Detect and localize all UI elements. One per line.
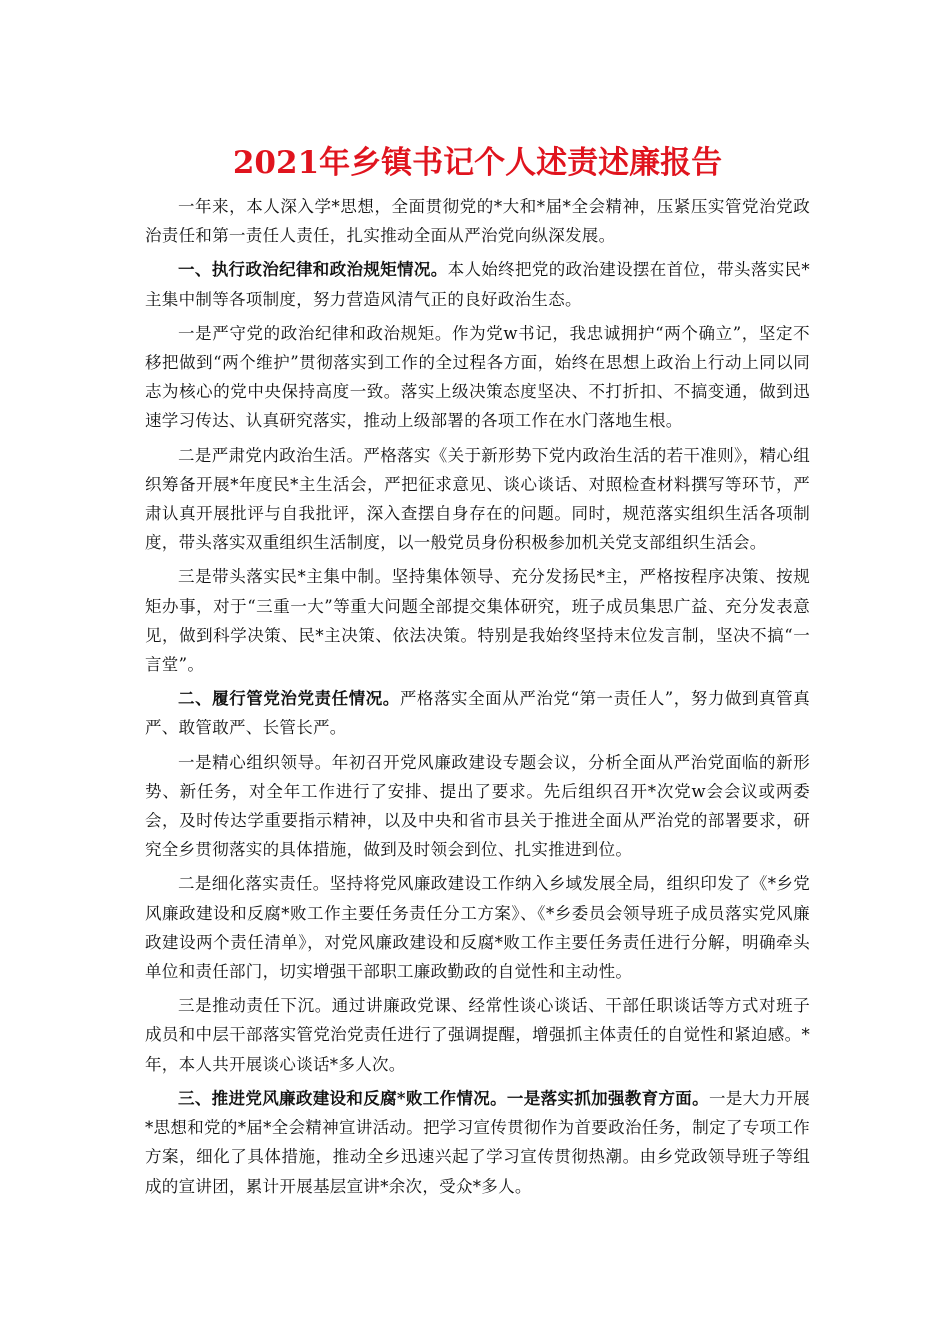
paragraph-text: 一是精心组织领导。年初召开党风廉政建设专题会议，分析全面从严治党面临的新形势、新任务，对全年工作进行了安排、提出了要求。先后组织召开*次党w会会议或两委会，及时传达学重要指示精神，以及中央和省市县关于推进全面从严治党的部署要求，研究全乡贯彻落实的具体措施，做到及时领会到位、扎实推进到位。 [145,752,810,860]
paragraph [145,319,810,436]
paragraph-text: 本人始终把党的政治建设摆在首位，带头落实民*主集中制等各项制度，努力营造风清气正的良好政治生态。 [145,260,810,309]
section-heading: 三、推进党风廉政建设和反腐*败工作情况。一是落实抓加强教育方面。 [178,1088,709,1108]
paragraph [145,869,810,986]
paragraph [145,991,810,1079]
document-page [145,0,810,1206]
paragraph-text: 一是严守党的政治纪律和政治规矩。作为党w书记，我忠诚拥护“两个确立”，坚定不移把做到“两个维护”贯彻落实到工作的全过程各方面，始终在思想上政治上行动上同以同志为核心的党中央保持高度一致。落实上级决策态度坚决、不打折扣、不搞变通，做到迅速学习传达、认真研究落实，推动上级部署的各项工作在水门落地生根。 [145,323,810,431]
paragraph-text: 一是大力开展*思想和党的*届*全会精神宣讲活动。把学习宣传贯彻作为首要政治任务，制定了专项工作方案，细化了具体措施，推动全乡迅速兴起了学习宣传贯彻热潮。由乡党政领导班子等组成的宣讲团，累计开展基层宣讲*余次，受众*多人。 [145,1088,810,1196]
paragraph [145,684,810,742]
section-heading: 二、履行管党治党责任情况。 [178,689,400,709]
paragraph-text: 严格落实全面从严治党“第一责任人”，努力做到真管真严、敢管敢严、长管长严。 [145,689,811,738]
paragraph-text: 二是严肃党内政治生活。严格落实《关于新形势下党内政治生活的若干准则》，精心组织筹备开展*年度民*主生活会，严把征求意见、谈心谈话、对照检查材料撰写等环节，严肃认真开展批评与自我批评，深入查摆自身存在的问题。同时，规范落实组织生活各项制度，带头落实双重组织生活制度，以一般党员身份积极参加机关党支部组织生活会。 [145,445,810,553]
section-heading: 一、执行政治纪律和政治规矩情况。 [178,260,448,280]
paragraph [145,255,810,313]
paragraph [145,748,810,865]
paragraph-text: 三是推动责任下沉。通过讲廉政党课、经常性谈心谈话、干部任职谈话等方式对班子成员和中层干部落实管党治党责任进行了强调提醒，增强抓主体责任的自觉性和紧迫感。*年，本人共开展谈心谈话*多人次。 [145,996,810,1074]
paragraph [145,562,810,679]
paragraph [145,441,810,558]
paragraph [145,192,810,250]
paragraph-text: 三是带头落实民*主集中制。坚持集体领导、充分发扬民*主，严格按程序决策、按规矩办事，对于“三重一大”等重大问题全部提交集体研究，班子成员集思广益、充分发表意见，做到科学决策、民*主决策、依法决策。特别是我始终坚持末位发言制，坚决不搞“一言堂”。 [145,567,810,675]
paragraph [145,1084,810,1201]
document-title: 2021年乡镇书记个人述责述廉报告 [232,145,723,181]
paragraph-text: 二是细化落实责任。坚持将党风廉政建设工作纳入乡域发展全局，组织印发了《*乡党风廉政建设和反腐*败工作主要任务责任分工方案》、《*乡委员会领导班子成员落实党风廉政建设两个责任清单》，对党风廉政建设和反腐*败工作主要任务责任进行分解，明确牵头单位和责任部门，切实增强干部职工廉政勤政的自觉性和主动性。 [145,874,810,982]
paragraph-text: 一年来，本人深入学*思想，全面贯彻党的*大和*届*全会精神，压紧压实管党治党政治责任和第一责任人责任，扎实推动全面从严治党向纵深发展。 [145,197,810,246]
document-body [145,192,810,1201]
